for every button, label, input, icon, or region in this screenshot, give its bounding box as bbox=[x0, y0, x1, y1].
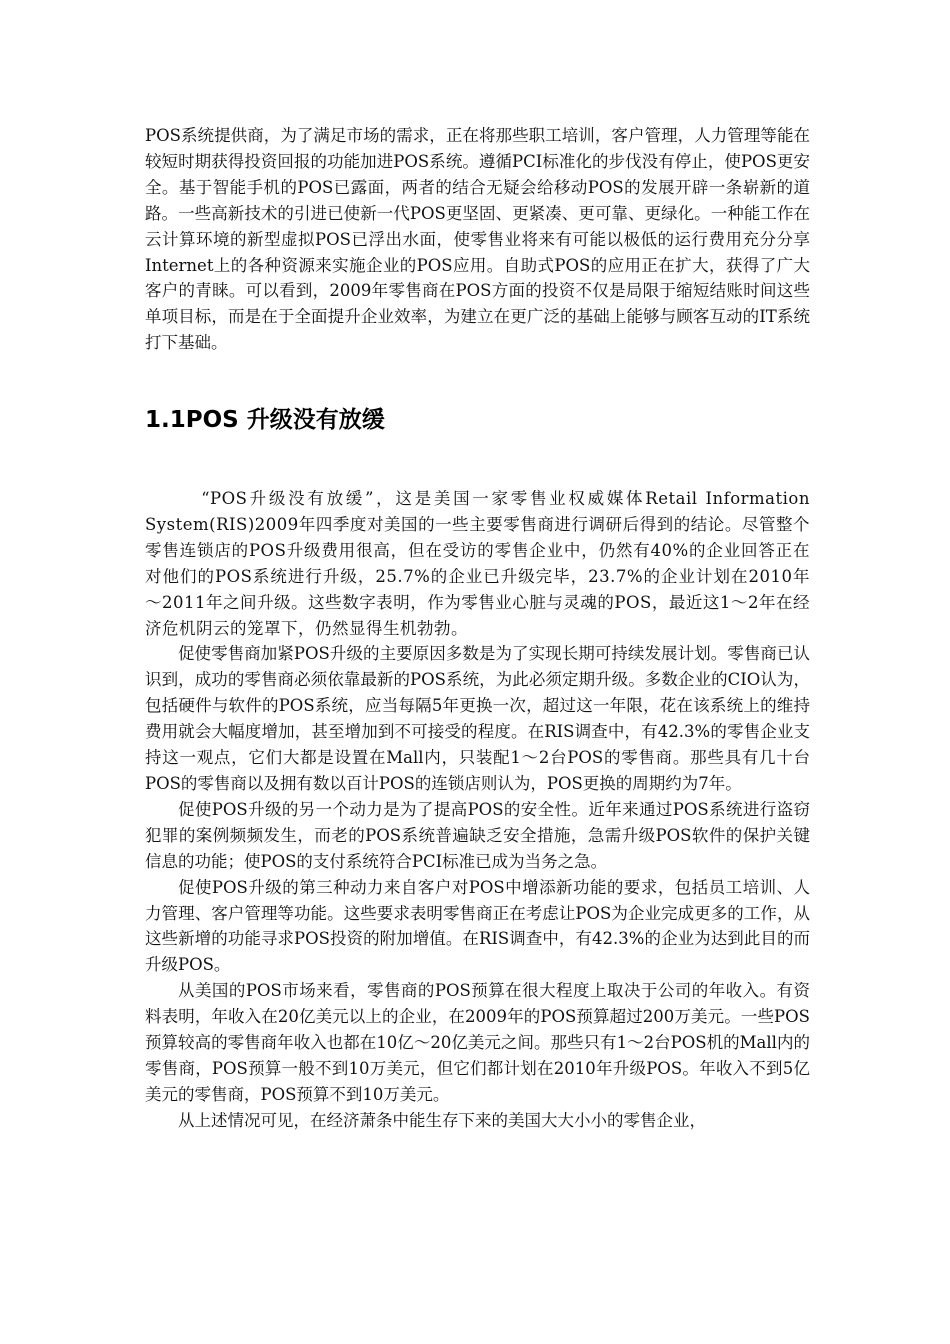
body-paragraph-3: 促使POS升级的另一个动力是为了提高POS的安全性。近年来通过POS系统进行盗窃犯罪的案例频频发生，而老的POS系统普遍缺乏安全措施，急需升级POS软件的保护关键信息的功能；使POS的支付系统符合PCI标准已成为当务之急。 bbox=[145, 799, 810, 871]
intro-section bbox=[145, 123, 810, 356]
section-body bbox=[145, 486, 810, 1134]
body-paragraph-5: 从美国的POS市场来看，零售商的POS预算在很大程度上取决于公司的年收入。有资料表明，年收入在20亿美元以上的企业，在2009年的POS预算超过200万美元。一些POS预算较高的零售商年收入也都在10亿～20亿美元之间。那些只有1～2台POS机的Mall内的零售商，POS预算一般不到10万美元，但它们都计划在2010年升级POS。年收入不到5亿美元的零售商，POS预算不到10万美元。 bbox=[145, 981, 810, 1104]
body-paragraph-2: 促使零售商加紧POS升级的主要原因多数是为了实现长期可持续发展计划。零售商已认识到，成功的零售商必须依靠最新的POS系统，为此必须定期升级。多数企业的CIO认为，包括硬件与软件的POS系统，应当每隔5年更换一次，超过这一年限，花在该系统上的维持费用就会大幅度增加，甚至增加到不可接受的程度。在RIS调查中，有42.3%的零售企业支持这一观点，它们大都是设置在Mall内，只装配1～2台POS的零售商。那些具有几十台POS的零售商以及拥有数以百计POS的连锁店则认为，POS更换的周期约为7年。 bbox=[145, 644, 810, 793]
intro-paragraph: POS系统提供商，为了满足市场的需求，正在将那些职工培训，客户管理，人力管理等能在较短时期获得投资回报的功能加进POS系统。遵循PCI标准化的步伐没有停止，使POS更安全。基于智能手机的POS已露面，两者的结合无疑会给移动POS的发展开辟一条崭新的道路。一些高新技术的引进已使新一代POS更坚固、更紧凑、更可靠、更绿化。一种能工作在云计算环境的新型虚拟POS已浮出水面，使零售业将来有可能以极低的运行费用充分分享Internet上的各种资源来实施企业的POS应用。自助式POS的应用正在扩大，获得了广大客户的青睐。可以看到，2009年零售商在POS方面的投资不仅是局限于缩短结账时间这些单项目标，而是在于全面提升企业效率，为建立在更广泛的基础上能够与顾客互动的IT系统打下基础。 bbox=[145, 126, 810, 353]
body-paragraph-6: 从上述情况可见，在经济萧条中能生存下来的美国大大小小的零售企业， bbox=[178, 1110, 706, 1130]
body-paragraph-4: 促使POS升级的第三种动力来自客户对POS中增添新功能的要求，包括员工培训、人力管理、客户管理等功能。这些要求表明零售商正在考虑让POS为企业完成更多的工作，从这些新增的功能寻求POS投资的附加增值。在RIS调查中，有42.3%的企业为达到此目的而升级POS。 bbox=[145, 877, 810, 975]
body-paragraph-1: “POS升级没有放缓”，这是美国一家零售业权威媒体Retail Information System(RIS)2009年四季度对美国的一些主要零售商进行调研后得到的结论。尽管整个零售连锁店的POS升级费用很高，但在受访的零售企业中，仍然有40%的企业回答正在对他们的POS系统进行升级，25.7%的企业已升级完毕，23.7%的企业计划在2010年～2011年之间升级。这些数字表明，作为零售业心脏与灵魂的POS，最近这1～2年在经济危机阴云的笼罩下，仍然显得生机勃勃。 bbox=[145, 489, 810, 638]
section-heading: 1.1POS 升级没有放缓 bbox=[145, 407, 385, 433]
